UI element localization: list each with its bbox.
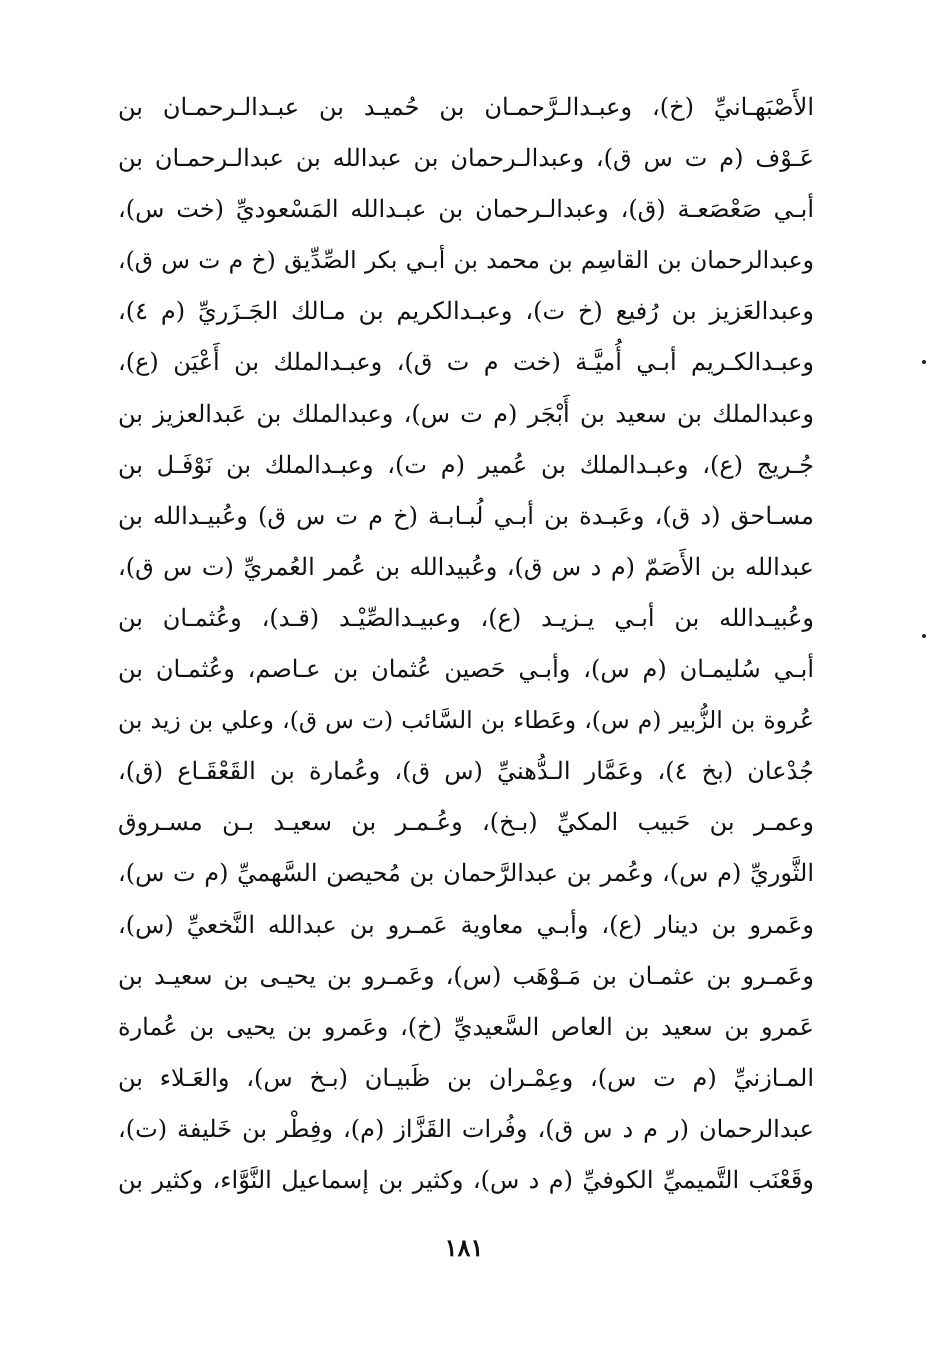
text-line: وعبدالرحمان بن القاسِم بن محمد بن أبـي بكر الصِّدِّيق (خ م ت س ق)، — [118, 246, 814, 275]
text-line: وعمـر بن حَبيب المكيِّ (بـخ)، وعُـمـر بن سعيـد بـن مسـروق — [118, 808, 814, 837]
text-line: وقَعْنَب التَّميميِّ الكوفيِّ (م د س)، وكثير بن إسماعيل النَّوَّاء، وكثير بن — [118, 1165, 814, 1194]
text-line: الأَصْبَهـانيِّ (خ)، وعبـدالـرَّحمـان بن حُميـد بن عبـدالـرحمـان بن — [118, 93, 814, 121]
page-number: ١٨١ — [444, 1233, 484, 1262]
text-line: وعبـدالكـريم أبـي أُميَّـة (خت م ت ق)، وعبـدالملك بن أَعْيَن (ع)، — [118, 348, 814, 377]
body-text — [118, 82, 814, 1206]
scan-speck — [922, 634, 926, 638]
text-line: عُروة بن الزُّبير (م س)، وعَطاء بن السَّائب (ت س ق)، وعلي بن زيد بن — [118, 706, 814, 735]
text-line: عبدالله بن الأَصَمّ (م د س ق)، وعُبيدالله بن عُمر العُمريِّ (ت س ق)، — [118, 552, 814, 581]
text-line: وعُبيـدالله بن أبـي يـزيـد (ع)، وعبيـدالصِّيْـد (قـد)، وعُثمـان بن — [118, 603, 814, 632]
text-line: أبـي صَعْصَعـة (ق)، وعبدالـرحمان بن عبـدالله المَسْعوديِّ (خت س)، — [118, 195, 814, 224]
text-line: وعَمـرو بن عثمـان بن مَـوْهَب (س)، وعَمـرو بن يحيـى بن سعيـد بن — [118, 961, 814, 990]
text-line: وعبدالملك بن سعيد بن أَبْجَر (م ت س)، وعبدالملك بن عَبدالعزيز بن — [118, 399, 814, 428]
text-line: أبـي سُليمـان (م س)، وأبـي حَصين عُثمان بن عـاصم، وعُثمـان بن — [118, 655, 814, 684]
text-line: مسـاحق (د ق)، وعَبـدة بن أبـي لُبـابـة (خ م ت س ق) وعُبيـدالله بن — [118, 501, 814, 530]
text-line: عَـوْف (م ت س ق)، وعبدالـرحمان بن عبدالله بن عبدالـرحمـان بن — [118, 144, 814, 173]
text-line: جُـريج (ع)، وعبـدالملك بن عُمير (م ت)، وعبـدالملك بن نَوْفَـل بن — [118, 450, 814, 479]
text-line: وعَمرو بن دينار (ع)، وأبـي معاوية عَمـرو بن عبدالله النَّخعيِّ (س)، — [118, 910, 814, 939]
text-line: المـازنيِّ (م ت س)، وعِمْـران بن ظَبيـان (بـخ س)، والعَـلاء بن — [118, 1063, 814, 1092]
text-line: جُدْعان (بخ ٤)، وعَمَّار الـدُّهنيِّ (س ق)، وعُمارة بن القَعْقَـاع (ق)، — [118, 757, 814, 786]
text-line: عبدالرحمان (ر م د س ق)، وفُرات القَزَّاز (م)، وفِطْر بن خَليفة (ت)، — [118, 1114, 814, 1143]
scan-speck — [922, 360, 926, 364]
text-line: عَمرو بن سعيد بن العاص السَّعيديِّ (خ)، وعَمرو بن يحيى بن عُمارة — [118, 1012, 814, 1041]
text-line: وعبدالعَزيز بن رُفيع (خ ت)، وعبـدالكريم بن مـالك الجَـزَريِّ (م ٤)، — [118, 297, 814, 326]
text-line: الثَّوريِّ (م س)، وعُمر بن عبدالرَّحمان بن مُحيصن السَّهميِّ (م ت س)، — [118, 859, 814, 888]
